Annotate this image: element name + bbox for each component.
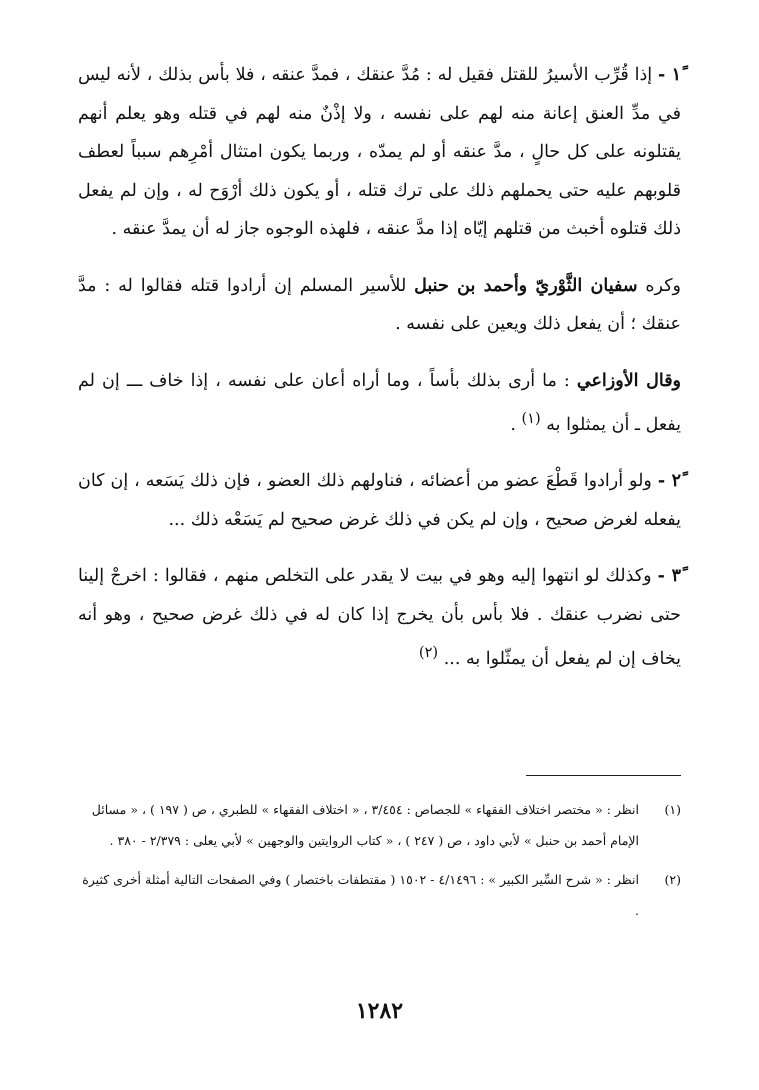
- paragraph-4: [78, 462, 681, 539]
- footnote-1: [78, 794, 681, 856]
- paragraph-number: ٣ً -: [657, 566, 681, 587]
- paragraph-2: [78, 267, 681, 344]
- footnote-ref-1[interactable]: (١): [521, 410, 541, 427]
- paragraph-text: إذا قُرِّب الأسيرُ للقتل فقيل له : مُدَّ عنقك ، فمدَّ عنقه ، فلا بأس بذلك ، لأنه ليس في مدِّ العنق إعانة منه لهم على نفسه ، ولا إذْنٌ منه لهم في قتله وهو يعلم أنهم يقتلونه على كل حالٍ ، مدَّ عنقه أو لم يمدّه ، وربما يكون امتثال أمْرِهم سبباً لعطف قلوبهم عليه حتى يحملهم ذلك على ترك قتله ، أو يكون ذلك أرْوَح له ، وإن لم يفعل ذلك قتلوه أخبث من قتلهم إيّاه إذا مدَّ عنقه ، فلهذه الوجوه جاز له أن يمدَّ عنقه .: [78, 65, 681, 239]
- page-number: ١٢٨٢: [355, 998, 404, 1024]
- paragraph-text: وكذلك لو انتهوا إليه وهو في بيت لا يقدر على التخلص منهم ، فقالوا : اخرجْ إلينا حتى نضرب عنقك . فلا بأس بأن يخرج إذا كان له في ذلك غرض صحيح ، وهو أنه يخاف إن لم يفعل أن يمثّلوا به ...: [78, 566, 681, 670]
- paragraph-end: .: [510, 414, 522, 435]
- paragraph-3: [78, 362, 681, 445]
- body-text: [78, 56, 681, 697]
- paragraph-5: [78, 557, 681, 678]
- paragraph-text: للأسير المسلم إن أرادوا قتله فقالوا له : مدَّ عنقك ؛ أن يفعل ذلك ويعين على نفسه .: [78, 275, 681, 334]
- footnote-number: (٢): [664, 872, 681, 887]
- footnote-ref-2[interactable]: (٢): [418, 644, 439, 662]
- footnote-text: انظر : « شرح السِّير الكبير » : ٤/١٤٩٦ - ١٥٠٢ ( مقتطفات باختصار ) وفي الصفحات التالية أمثلة أخرى كثيرة .: [82, 872, 639, 918]
- footnote-2: [78, 864, 681, 926]
- footnote-divider: [526, 775, 681, 776]
- scholar-name: وقال الأوزاعي: [576, 370, 682, 391]
- paragraph-1: [78, 56, 681, 249]
- footnotes: [78, 794, 681, 934]
- footnote-text: انظر : « مختصر اختلاف الفقهاء » للجصاص : ٣/٤٥٤ ، « اختلاف الفقهاء » للطبري ، ص ( ١٩٧ ) ، « مسائل الإمام أحمد بن حنبل » لأبي داود ، ص ( ٢٤٧ ) ، « كتاب الروايتين والوجهين » لأبي يعلى : ٢/٣٧٩ - ٣٨٠ .: [91, 802, 639, 848]
- footnote-number: (١): [664, 802, 681, 817]
- paragraph-prefix: وكره: [637, 275, 681, 296]
- paragraph-text: : ما أرى بذلك بأساً ، وما أراه أعان على نفسه ، إذا خاف ـــ إن لم يفعل ـ أن يمثلوا به: [78, 370, 681, 435]
- paragraph-number: ٢ً -: [657, 471, 681, 492]
- paragraph-text: ولو أرادوا قَطْعَ عضو من أعضائه ، فناولهم ذلك العضو ، فإن ذلك يَسَعه ، إن كان يفعله لغرض صحيح ، وإن لم يكن في ذلك غرض صحيح لم يَسَعْه ذلك ...: [78, 471, 681, 530]
- scholar-names: سفيان الثَّوْريّ وأحمد بن حنبل: [414, 275, 638, 296]
- paragraph-number: ١ً -: [657, 65, 681, 85]
